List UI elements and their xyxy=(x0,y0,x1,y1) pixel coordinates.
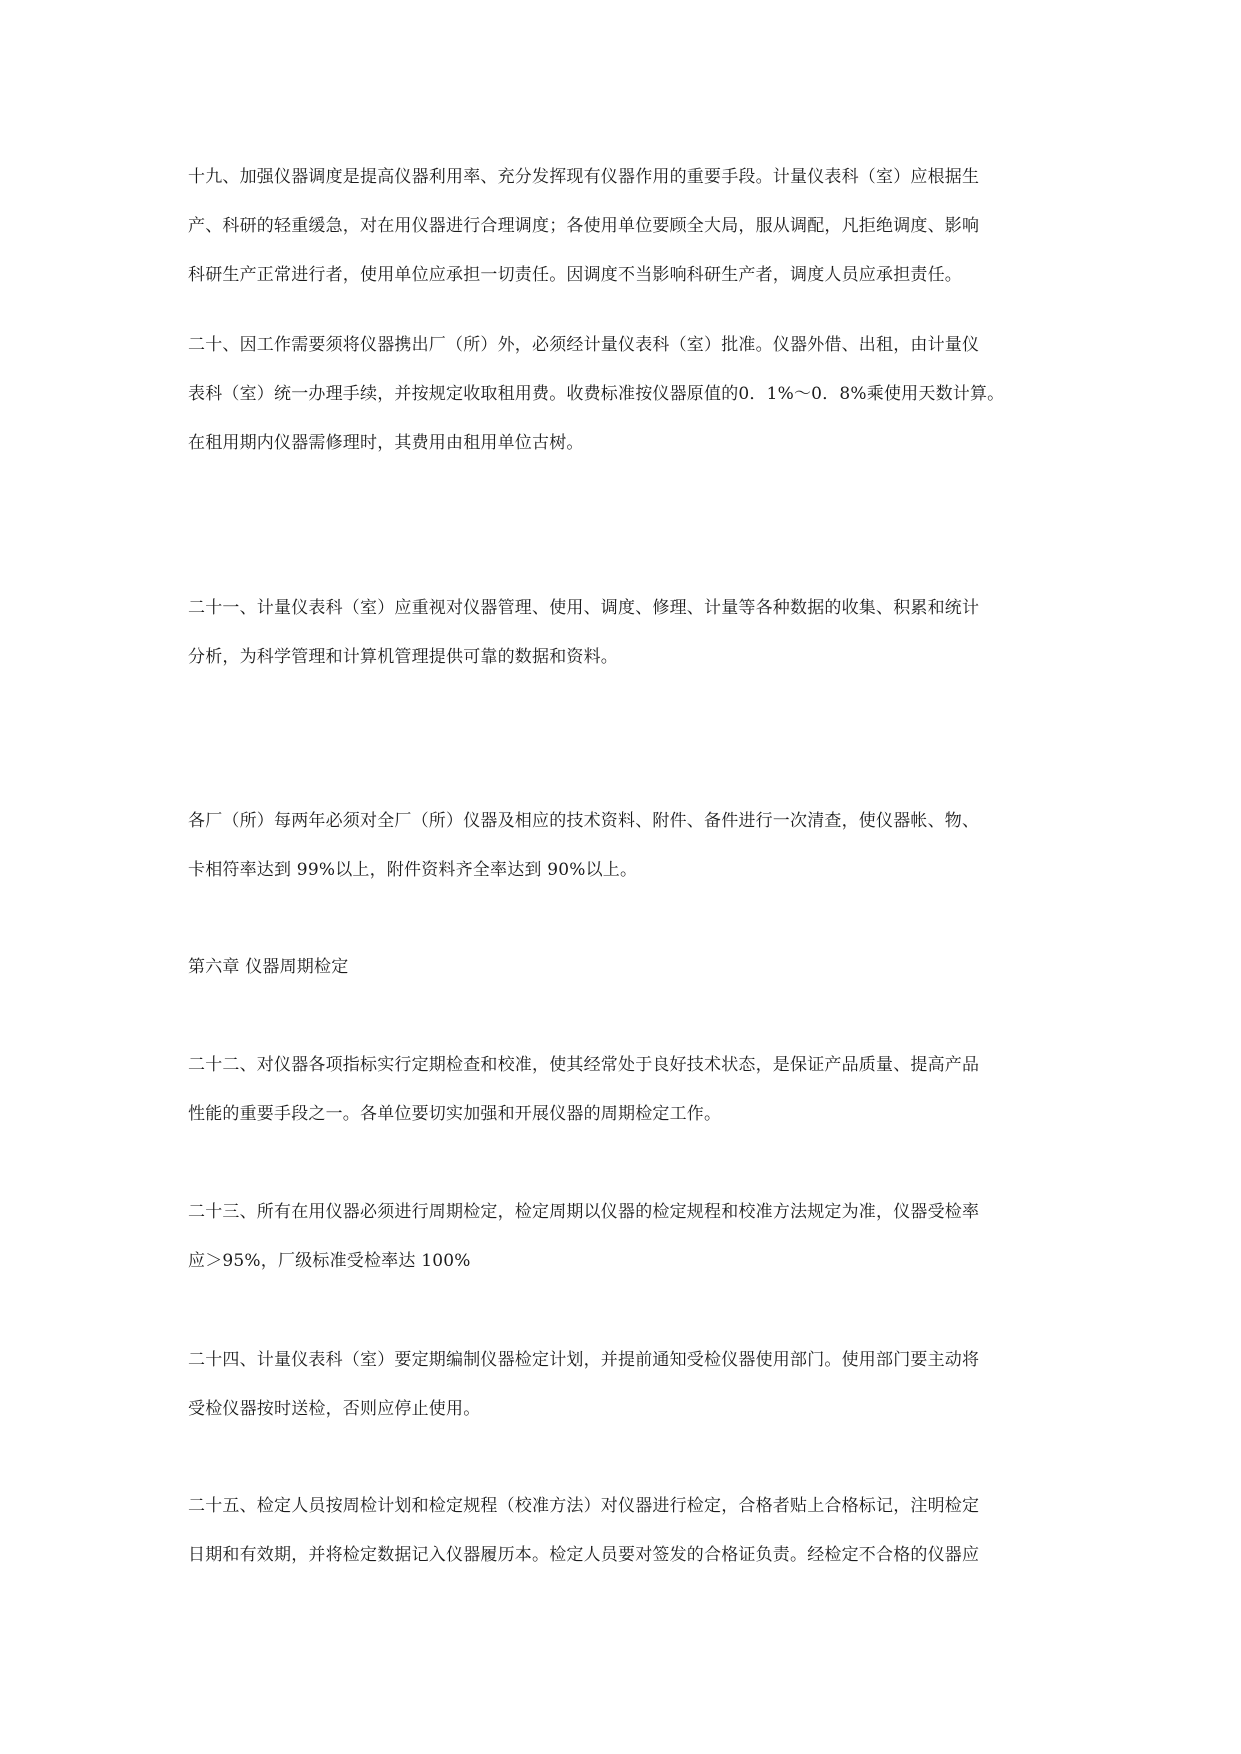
text-line: 二十二、对仪器各项指标实行定期检查和校准，使其经常处于良好技术状态，是保证产品质量、提高产品 xyxy=(188,1055,980,1075)
text-line: 十九、加强仪器调度是提高仪器利用率、充分发挥现有仪器作用的重要手段。计量仪表科（室）应根据生 xyxy=(188,167,980,187)
text-line: 二十五、检定人员按周检计划和检定规程（校准方法）对仪器进行检定，合格者贴上合格标记，注明检定 xyxy=(188,1496,980,1516)
paragraph-article-25 xyxy=(188,1482,1058,1580)
paragraph-article-21 xyxy=(188,584,1058,682)
text-line: 表科（室）统一办理手续，并按规定收取租用费。收费标准按仪器原值的0．1%～0．8%乘使用天数计算。 xyxy=(188,384,1005,404)
text-line: 日期和有效期，并将检定数据记入仪器履历本。检定人员要对签发的合格证负责。经检定不合格的仪器应 xyxy=(188,1545,980,1565)
paragraph-article-23 xyxy=(188,1188,1058,1286)
chapter-title: 第六章 仪器周期检定 xyxy=(188,957,349,977)
text-line: 各厂（所）每两年必须对全厂（所）仪器及相应的技术资料、附件、备件进行一次清查，使仪器帐、物、 xyxy=(188,811,980,831)
text-line: 分析，为科学管理和计算机管理提供可靠的数据和资料。 xyxy=(188,647,618,667)
text-line: 二十、因工作需要须将仪器携出厂（所）外，必须经计量仪表科（室）批准。仪器外借、出租，由计量仪 xyxy=(188,335,980,355)
paragraph-article-19 xyxy=(188,153,1058,300)
text-line: 在租用期内仪器需修理时，其费用由租用单位古树。 xyxy=(188,433,584,453)
text-line: 科研生产正常进行者，使用单位应承担一切责任。因调度不当影响科研生产者，调度人员应承担责任。 xyxy=(188,265,962,285)
text-line: 产、科研的轻重缓急，对在用仪器进行合理调度；各使用单位要顾全大局，服从调配，凡拒绝调度、影响 xyxy=(188,216,980,236)
paragraph-inventory xyxy=(188,797,1058,895)
text-line: 二十三、所有在用仪器必须进行周期检定，检定周期以仪器的检定规程和校准方法规定为准，仪器受检率 xyxy=(188,1202,980,1222)
text-line: 性能的重要手段之一。各单位要切实加强和开展仪器的周期检定工作。 xyxy=(188,1104,722,1124)
text-line: 二十四、计量仪表科（室）要定期编制仪器检定计划，并提前通知受检仪器使用部门。使用部门要主动将 xyxy=(188,1350,980,1370)
text-line: 受检仪器按时送检，否则应停止使用。 xyxy=(188,1399,481,1419)
text-line: 卡相符率达到 99%以上，附件资料齐全率达到 90%以上。 xyxy=(188,860,638,880)
paragraph-article-24 xyxy=(188,1336,1058,1434)
paragraph-article-22 xyxy=(188,1041,1058,1139)
chapter-heading xyxy=(188,943,1058,992)
paragraph-article-20 xyxy=(188,321,1058,468)
text-line: 二十一、计量仪表科（室）应重视对仪器管理、使用、调度、修理、计量等各种数据的收集、积累和统计 xyxy=(188,598,980,618)
text-line: 应＞95%，厂级标准受检率达 100% xyxy=(188,1251,471,1271)
